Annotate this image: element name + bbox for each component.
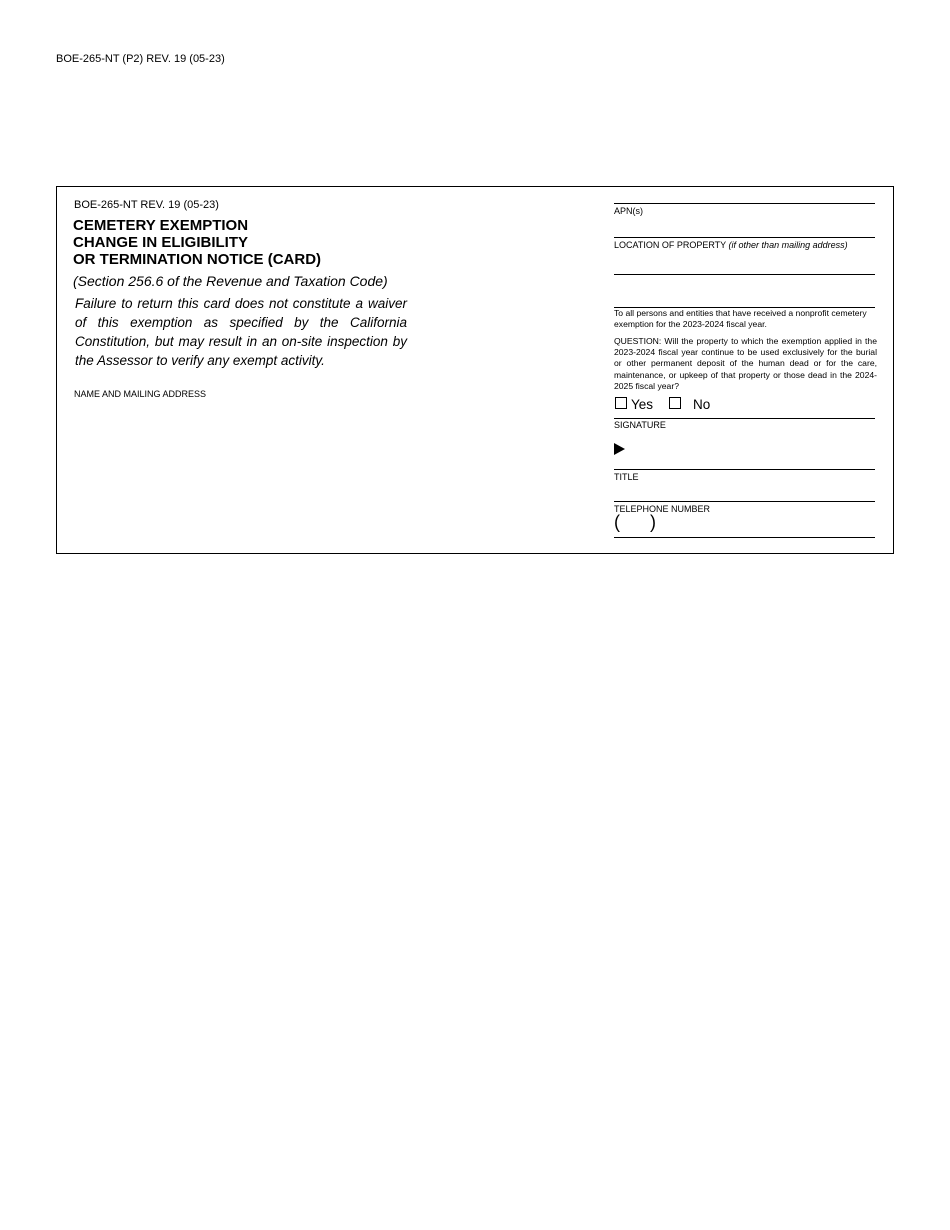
telephone-input[interactable] <box>662 515 875 533</box>
signature-top-rule <box>614 418 875 419</box>
warning-text: Failure to return this card does not constitute a waiver of this exemption as specified by the California Constitution, but may result in an on-site inspection by the Assessor to verify any exempt activity. <box>75 296 407 368</box>
card-title <box>73 217 321 268</box>
title-label: TITLE <box>614 472 639 482</box>
location-input-1[interactable] <box>614 252 875 272</box>
apn-input[interactable] <box>614 217 875 235</box>
telephone-area-code-parens: ( ) <box>614 512 656 532</box>
question-text: QUESTION: Will the property to which the exemption applied in the 2023-2024 fiscal year continue to be used exclusively for the burial or other permanent deposit of the human dead or for the care, maintenance, or upkeep of that property or those dead in the 2024-2025 fiscal year? <box>614 336 877 391</box>
location-input-2[interactable] <box>614 285 875 305</box>
apn-bottom-rule <box>614 237 875 238</box>
recipients-text: To all persons and entities that have received a nonprofit cemetery exemption for the 2023-2024 fiscal year. <box>614 308 867 329</box>
yes-label: Yes <box>631 397 654 412</box>
section-reference: (Section 256.6 of the Revenue and Taxation Code) <box>73 273 388 289</box>
apn-label: APN(s) <box>614 206 643 216</box>
card-form-id: BOE-265-NT REV. 19 (05-23) <box>74 199 219 211</box>
location-label <box>614 240 848 250</box>
location-label-text: LOCATION OF PROPERTY <box>614 240 727 250</box>
title-bottom-rule <box>614 501 875 502</box>
signature-input[interactable] <box>632 442 875 462</box>
no-label: No <box>693 397 711 412</box>
card-title-line-1: CEMETERY EXEMPTION <box>73 217 249 234</box>
location-rule-1 <box>614 274 875 275</box>
arrow-right-icon <box>614 443 625 455</box>
apn-top-rule <box>614 203 875 204</box>
location-label-note: (if other than mailing address) <box>728 240 848 250</box>
name-mailing-address-label: NAME AND MAILING ADDRESS <box>74 389 207 399</box>
yes-checkbox[interactable] <box>615 397 627 409</box>
title-input[interactable] <box>614 483 875 499</box>
telephone-bottom-rule <box>614 537 875 538</box>
signature-bottom-rule <box>614 469 875 470</box>
card-title-line-2: CHANGE IN ELIGIBILITY <box>73 234 249 251</box>
page-form-id: BOE-265-NT (P2) REV. 19 (05-23) <box>56 53 225 65</box>
no-checkbox[interactable] <box>669 397 681 409</box>
signature-label: SIGNATURE <box>614 420 666 430</box>
telephone-label: TELEPHONE NUMBER <box>614 504 711 514</box>
card-title-line-3: OR TERMINATION NOTICE (CARD) <box>73 251 322 268</box>
